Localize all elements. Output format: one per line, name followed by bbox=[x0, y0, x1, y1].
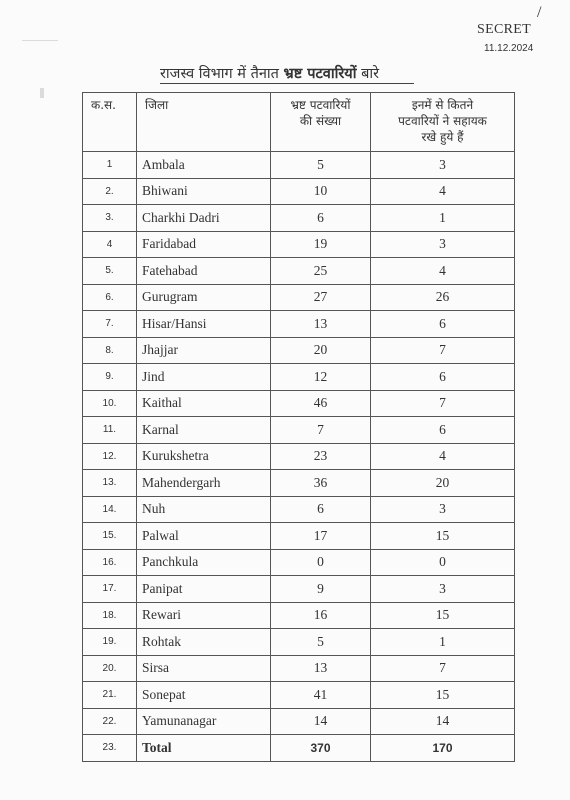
table-total-row bbox=[83, 735, 515, 762]
header-assistants-line: पटवारियों ने सहायक bbox=[398, 114, 487, 128]
corrupt-count-cell: 41 bbox=[271, 682, 371, 709]
corrupt-count-cell: 16 bbox=[271, 602, 371, 629]
corrupt-count-cell: 19 bbox=[271, 231, 371, 258]
header-assistants-line: इनमें से कितने bbox=[411, 98, 474, 112]
assistants-count-cell: 14 bbox=[371, 708, 515, 735]
table-body bbox=[83, 152, 515, 762]
corrupt-count-cell: 27 bbox=[271, 284, 371, 311]
district-cell: Rewari bbox=[137, 602, 271, 629]
serial-number-cell: 19. bbox=[83, 629, 137, 656]
serial-number-cell: 5. bbox=[83, 258, 137, 285]
district-cell: Palwal bbox=[137, 523, 271, 550]
table-row bbox=[83, 523, 515, 550]
serial-number-cell: 14. bbox=[83, 496, 137, 523]
serial-number-cell: 4 bbox=[83, 231, 137, 258]
serial-number-cell: 20. bbox=[83, 655, 137, 682]
district-cell: Sonepat bbox=[137, 682, 271, 709]
assistants-count-cell: 3 bbox=[371, 576, 515, 603]
corrupt-count-cell: 6 bbox=[271, 205, 371, 232]
serial-number-cell: 1 bbox=[83, 152, 137, 179]
district-cell: Total bbox=[137, 735, 271, 762]
corrupt-count-cell: 6 bbox=[271, 496, 371, 523]
table-header-row bbox=[83, 93, 515, 152]
assistants-count-cell: 6 bbox=[371, 417, 515, 444]
header-corrupt-count bbox=[271, 93, 371, 152]
corrupt-count-cell: 36 bbox=[271, 470, 371, 497]
district-cell: Bhiwani bbox=[137, 178, 271, 205]
serial-number-cell: 13. bbox=[83, 470, 137, 497]
header-assistants-line: रखे हुये हैं bbox=[421, 130, 464, 144]
assistants-count-cell: 20 bbox=[371, 470, 515, 497]
corrupt-count-cell: 10 bbox=[271, 178, 371, 205]
title-bold-text: भ्रष्ट पटवारियों bbox=[283, 66, 357, 82]
corrupt-count-cell: 9 bbox=[271, 576, 371, 603]
table-row bbox=[83, 682, 515, 709]
table-row bbox=[83, 178, 515, 205]
corrupt-count-cell: 0 bbox=[271, 549, 371, 576]
assistants-count-cell: 7 bbox=[371, 337, 515, 364]
district-cell: Nuh bbox=[137, 496, 271, 523]
district-cell: Kurukshetra bbox=[137, 443, 271, 470]
table-row bbox=[83, 708, 515, 735]
table-row bbox=[83, 284, 515, 311]
district-cell: Gurugram bbox=[137, 284, 271, 311]
document-date: 11.12.2024 bbox=[484, 43, 534, 54]
page-mark: / bbox=[537, 4, 542, 21]
district-cell: Fatehabad bbox=[137, 258, 271, 285]
assistants-count-cell: 170 bbox=[371, 735, 515, 762]
header-assistants bbox=[371, 93, 515, 152]
serial-number-cell: 17. bbox=[83, 576, 137, 603]
table-row bbox=[83, 205, 515, 232]
corrupt-count-cell: 14 bbox=[271, 708, 371, 735]
corrupt-count-cell: 5 bbox=[271, 629, 371, 656]
serial-number-cell: 2. bbox=[83, 178, 137, 205]
corrupt-count-cell: 23 bbox=[271, 443, 371, 470]
assistants-count-cell: 3 bbox=[371, 231, 515, 258]
corrupt-count-cell: 13 bbox=[271, 655, 371, 682]
district-cell: Ambala bbox=[137, 152, 271, 179]
district-cell: Karnal bbox=[137, 417, 271, 444]
corrupt-count-cell: 25 bbox=[271, 258, 371, 285]
assistants-count-cell: 7 bbox=[371, 390, 515, 417]
assistants-count-cell: 4 bbox=[371, 443, 515, 470]
district-cell: Mahendergarh bbox=[137, 470, 271, 497]
header-corrupt-count-line: भ्रष्ट पटवारियों bbox=[290, 98, 351, 112]
table-row bbox=[83, 629, 515, 656]
district-table bbox=[82, 92, 515, 762]
serial-number-cell: 7. bbox=[83, 311, 137, 338]
serial-number-cell: 21. bbox=[83, 682, 137, 709]
district-cell: Panchkula bbox=[137, 549, 271, 576]
assistants-count-cell: 15 bbox=[371, 682, 515, 709]
corrupt-count-cell: 7 bbox=[271, 417, 371, 444]
table-row bbox=[83, 311, 515, 338]
serial-number-cell: 8. bbox=[83, 337, 137, 364]
serial-number-cell: 16. bbox=[83, 549, 137, 576]
district-cell: Hisar/Hansi bbox=[137, 311, 271, 338]
assistants-count-cell: 15 bbox=[371, 602, 515, 629]
table-row bbox=[83, 231, 515, 258]
district-cell: Charkhi Dadri bbox=[137, 205, 271, 232]
table-row bbox=[83, 390, 515, 417]
corrupt-count-cell: 17 bbox=[271, 523, 371, 550]
table-row bbox=[83, 496, 515, 523]
district-cell: Jhajjar bbox=[137, 337, 271, 364]
assistants-count-cell: 26 bbox=[371, 284, 515, 311]
table-row bbox=[83, 258, 515, 285]
assistants-count-cell: 3 bbox=[371, 152, 515, 179]
district-cell: Kaithal bbox=[137, 390, 271, 417]
assistants-count-cell: 6 bbox=[371, 364, 515, 391]
district-cell: Jind bbox=[137, 364, 271, 391]
table-row bbox=[83, 417, 515, 444]
assistants-count-cell: 15 bbox=[371, 523, 515, 550]
scan-smudge bbox=[22, 40, 58, 41]
serial-number-cell: 23. bbox=[83, 735, 137, 762]
corrupt-count-cell: 46 bbox=[271, 390, 371, 417]
district-cell: Sirsa bbox=[137, 655, 271, 682]
title-text-end: बारे bbox=[356, 66, 380, 82]
serial-number-cell: 18. bbox=[83, 602, 137, 629]
district-cell: Rohtak bbox=[137, 629, 271, 656]
district-cell: Panipat bbox=[137, 576, 271, 603]
classification-label: SECRET bbox=[477, 22, 531, 37]
corrupt-count-cell: 20 bbox=[271, 337, 371, 364]
serial-number-cell: 6. bbox=[83, 284, 137, 311]
assistants-count-cell: 0 bbox=[371, 549, 515, 576]
serial-number-cell: 11. bbox=[83, 417, 137, 444]
header-district: जिला bbox=[137, 93, 271, 152]
table-row bbox=[83, 364, 515, 391]
table-row bbox=[83, 337, 515, 364]
header-serial-number: क.स. bbox=[83, 93, 137, 152]
serial-number-cell: 22. bbox=[83, 708, 137, 735]
serial-number-cell: 10. bbox=[83, 390, 137, 417]
document-title bbox=[160, 63, 379, 83]
corrupt-count-cell: 5 bbox=[271, 152, 371, 179]
corrupt-count-cell: 12 bbox=[271, 364, 371, 391]
table-row bbox=[83, 152, 515, 179]
header-corrupt-count-line: की संख्या bbox=[299, 114, 342, 128]
district-cell: Faridabad bbox=[137, 231, 271, 258]
assistants-count-cell: 1 bbox=[371, 205, 515, 232]
serial-number-cell: 12. bbox=[83, 443, 137, 470]
corrupt-count-cell: 370 bbox=[271, 735, 371, 762]
assistants-count-cell: 3 bbox=[371, 496, 515, 523]
serial-number-cell: 3. bbox=[83, 205, 137, 232]
title-underline bbox=[160, 83, 414, 84]
title-text: राजस्व विभाग में तैनात bbox=[160, 66, 284, 82]
serial-number-cell: 9. bbox=[83, 364, 137, 391]
assistants-count-cell: 7 bbox=[371, 655, 515, 682]
table-row bbox=[83, 576, 515, 603]
table-row bbox=[83, 549, 515, 576]
table-row bbox=[83, 602, 515, 629]
district-cell: Yamunanagar bbox=[137, 708, 271, 735]
assistants-count-cell: 4 bbox=[371, 258, 515, 285]
assistants-count-cell: 1 bbox=[371, 629, 515, 656]
assistants-count-cell: 6 bbox=[371, 311, 515, 338]
table-row bbox=[83, 655, 515, 682]
serial-number-cell: 15. bbox=[83, 523, 137, 550]
table-row bbox=[83, 443, 515, 470]
assistants-count-cell: 4 bbox=[371, 178, 515, 205]
table-row bbox=[83, 470, 515, 497]
scan-smudge bbox=[40, 88, 44, 98]
corrupt-count-cell: 13 bbox=[271, 311, 371, 338]
